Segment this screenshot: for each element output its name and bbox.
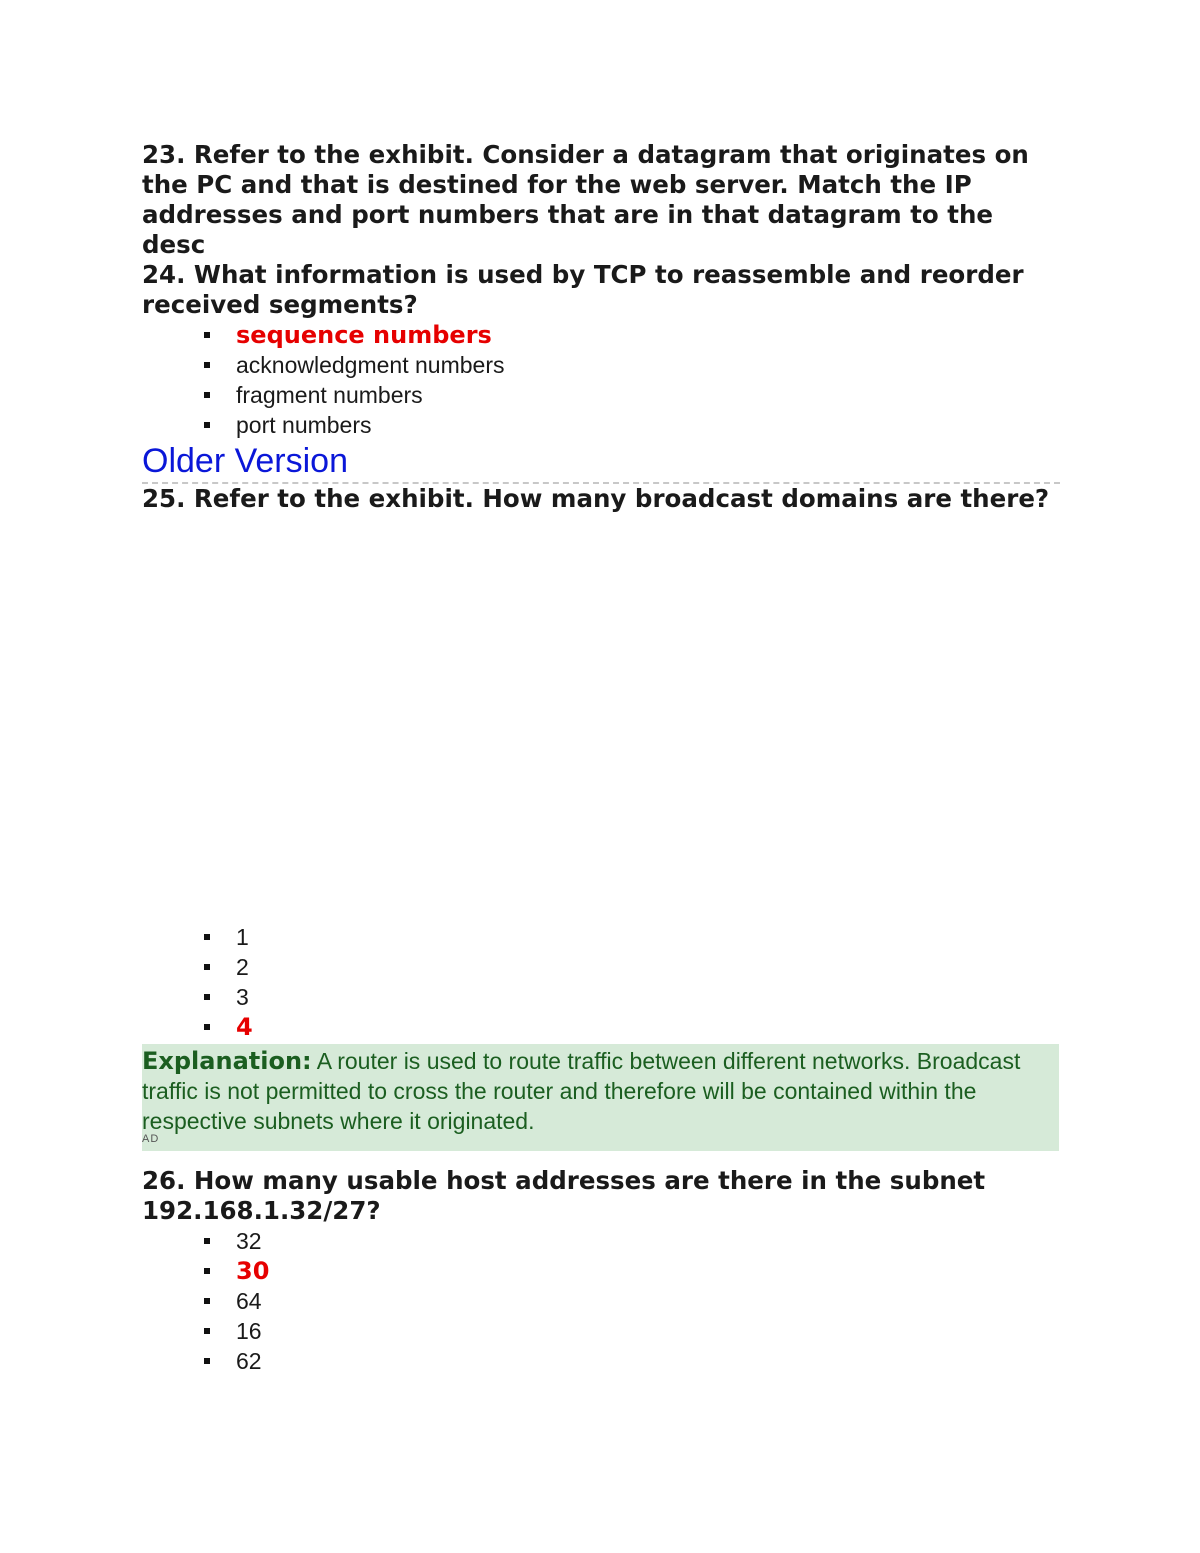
spacer [142,1151,1060,1166]
bullet-icon [204,994,210,1000]
question-24-options [142,320,1060,440]
bullet-icon [204,1268,210,1274]
option-acknowledgment-numbers: acknowledgment numbers [204,350,1060,380]
bullet-icon [204,964,210,970]
option-30: 30 [204,1256,1060,1286]
question-25-options [142,922,1060,1042]
bullet-icon [204,1358,210,1364]
explanation-box [142,1044,1059,1151]
option-port-numbers: port numbers [204,410,1060,440]
bullet-icon [204,1298,210,1304]
document-content [142,140,1060,1376]
bullet-icon [204,362,210,368]
bullet-icon [204,934,210,940]
bullet-icon [204,392,210,398]
bullet-icon [204,1328,210,1334]
explanation-text: A router is used to route traffic between different networks. Broadcast traffic is not permitted to cross the router and therefore will be contained within the respective subnets where it originated. [142,1048,1021,1134]
option-4: 4 [204,1012,1060,1042]
option-62: 62 [204,1346,1060,1376]
ad-label: AD [142,1133,160,1145]
option-32: 32 [204,1226,1060,1256]
bullet-icon [204,332,210,338]
question-24: 24. What information is used by TCP to reassemble and reorder received segments? [142,260,1024,319]
bullet-icon [204,422,210,428]
question-23: 23. Refer to the exhibit. Consider a datagram that originates on the PC and that is destined for the web server. Match the IP addresses and port numbers that are in that datagram to the desc [142,140,1029,259]
option-3: 3 [204,982,1060,1012]
section-heading-older-version: Older Version [142,442,1060,484]
bullet-icon [204,1238,210,1244]
exhibit-placeholder [142,514,1060,922]
question-26: 26. How many usable host addresses are there in the subnet 192.168.1.32/27? [142,1166,986,1225]
option-1: 1 [204,922,1060,952]
option-sequence-numbers: sequence numbers [204,320,1060,350]
explanation-lead: Explanation: [142,1047,312,1075]
option-64: 64 [204,1286,1060,1316]
option-2: 2 [204,952,1060,982]
bullet-icon [204,1024,210,1030]
option-fragment-numbers: fragment numbers [204,380,1060,410]
question-26-options [142,1226,1060,1376]
option-16: 16 [204,1316,1060,1346]
question-25: 25. Refer to the exhibit. How many broadcast domains are there? [142,484,1050,513]
